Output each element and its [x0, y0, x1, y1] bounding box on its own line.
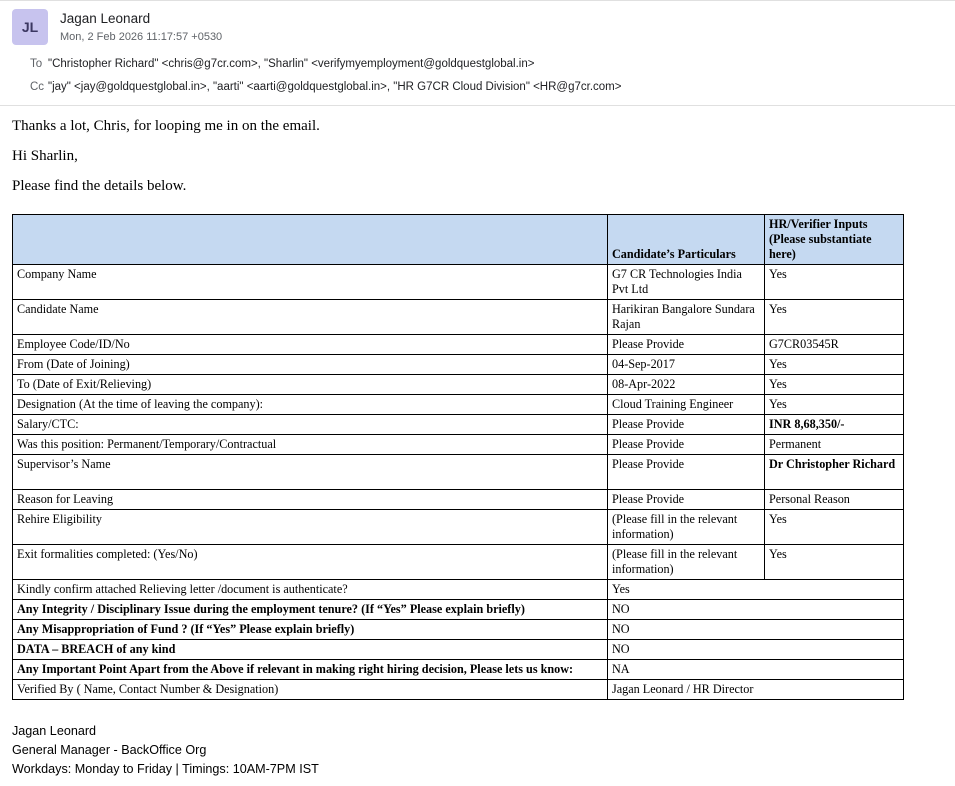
- cc-row: [12, 76, 943, 99]
- row-hr-input: Personal Reason: [765, 490, 904, 510]
- row-label: Verified By ( Name, Contact Number & Designation): [13, 680, 608, 700]
- signature-title: General Manager - BackOffice Org: [12, 743, 207, 757]
- row-label: Supervisor’s Name: [13, 455, 608, 490]
- row-label: DATA – BREACH of any kind: [13, 640, 608, 660]
- table-row: [13, 265, 904, 300]
- row-hr-input: Yes: [765, 375, 904, 395]
- message-header: [0, 1, 955, 99]
- row-particulars: Harikiran Bangalore Sundara Rajan: [608, 300, 765, 335]
- table-row: [13, 660, 904, 680]
- table-row: [13, 355, 904, 375]
- table-row: [13, 490, 904, 510]
- table-row: [13, 620, 904, 640]
- message-date: Mon, 2 Feb 2026 11:17:57 +0530: [60, 31, 223, 43]
- row-particulars: Please Provide: [608, 435, 765, 455]
- signature-name: Jagan Leonard: [12, 724, 97, 738]
- cc-label: Cc: [30, 81, 45, 93]
- row-label: To (Date of Exit/Relieving): [13, 375, 608, 395]
- row-particulars: (Please fill in the relevant information): [608, 510, 765, 545]
- table-header-blank: [13, 215, 608, 265]
- to-label: To: [30, 58, 43, 70]
- row-hr-input: INR 8,68,350/-: [765, 415, 904, 435]
- signature-block: [0, 700, 955, 779]
- row-particulars: Jagan Leonard / HR Director: [608, 680, 904, 700]
- row-label: From (Date of Joining): [13, 355, 608, 375]
- hr-inputs-line2: (Please substantiate here): [769, 232, 872, 261]
- row-particulars: NO: [608, 620, 904, 640]
- row-label: Salary/CTC:: [13, 415, 608, 435]
- table-row: [13, 640, 904, 660]
- row-particulars: Please Provide: [608, 415, 765, 435]
- row-label: Any Important Point Apart from the Above if relevant in making right hiring decision, Please lets us know:: [13, 660, 608, 680]
- table-row: [13, 600, 904, 620]
- signature-hours: Workdays: Monday to Friday | Timings: 10AM-7PM IST: [12, 762, 319, 776]
- row-hr-input: Yes: [765, 300, 904, 335]
- row-label: Any Integrity / Disciplinary Issue during the employment tenure? (If “Yes” Please explain briefly): [13, 600, 608, 620]
- row-hr-input: Yes: [765, 265, 904, 300]
- row-hr-input: G7CR03545R: [765, 335, 904, 355]
- row-particulars: NO: [608, 640, 904, 660]
- row-label: Any Misappropriation of Fund ? (If “Yes” Please explain briefly): [13, 620, 608, 640]
- row-hr-input: Yes: [765, 510, 904, 545]
- row-particulars: (Please fill in the relevant information): [608, 545, 765, 580]
- cc-value[interactable]: "jay" <jay@goldquestglobal.in>, "aarti" <aarti@goldquestglobal.in>, "HR G7CR Cloud Division" <HR@g7cr.com>: [48, 81, 622, 93]
- row-particulars: 04-Sep-2017: [608, 355, 765, 375]
- row-hr-input: Yes: [765, 355, 904, 375]
- row-label: Exit formalities completed: (Yes/No): [13, 545, 608, 580]
- body-paragraph-3: Please find the details below.: [12, 178, 187, 194]
- sender-name: Jagan Leonard: [60, 11, 151, 26]
- row-particulars: NO: [608, 600, 904, 620]
- row-particulars: Please Provide: [608, 490, 765, 510]
- row-label: Candidate Name: [13, 300, 608, 335]
- row-hr-input: Dr Christopher Richard: [765, 455, 904, 490]
- body-paragraph-1: Thanks a lot, Chris, for looping me in on the email.: [12, 118, 320, 134]
- row-particulars: Please Provide: [608, 455, 765, 490]
- hr-inputs-line1: HR/Verifier Inputs: [769, 217, 868, 231]
- sender-row: [12, 9, 943, 45]
- recipients: [12, 53, 943, 99]
- table-row: [13, 510, 904, 545]
- message-body: [0, 106, 955, 196]
- table-row: [13, 395, 904, 415]
- row-hr-input: Yes: [765, 395, 904, 415]
- table-header-particulars: Candidate’s Particulars: [608, 215, 765, 265]
- row-label: Employee Code/ID/No: [13, 335, 608, 355]
- avatar: JL: [12, 9, 48, 45]
- verification-table: [12, 214, 904, 700]
- to-value[interactable]: "Christopher Richard" <chris@g7cr.com>, "Sharlin" <verifymyemployment@goldquestglobal.in>: [48, 58, 535, 70]
- row-particulars: Yes: [608, 580, 904, 600]
- row-label: Kindly confirm attached Relieving letter /document is authenticate?: [13, 580, 608, 600]
- row-label: Designation (At the time of leaving the company):: [13, 395, 608, 415]
- table-row: [13, 545, 904, 580]
- to-row: [12, 53, 943, 76]
- table-row: [13, 300, 904, 335]
- row-label: Company Name: [13, 265, 608, 300]
- table-row: [13, 335, 904, 355]
- row-particulars: G7 CR Technologies India Pvt Ltd: [608, 265, 765, 300]
- row-particulars: Please Provide: [608, 335, 765, 355]
- table-row: [13, 580, 904, 600]
- table-row: [13, 435, 904, 455]
- table-row: [13, 680, 904, 700]
- row-particulars: NA: [608, 660, 904, 680]
- table-header-row: [13, 215, 904, 265]
- row-label: Rehire Eligibility: [13, 510, 608, 545]
- body-paragraph-2: Hi Sharlin,: [12, 148, 78, 164]
- row-hr-input: Yes: [765, 545, 904, 580]
- row-particulars: Cloud Training Engineer: [608, 395, 765, 415]
- table-row: [13, 375, 904, 395]
- table-row: [13, 455, 904, 490]
- row-label: Was this position: Permanent/Temporary/Contractual: [13, 435, 608, 455]
- row-label: Reason for Leaving: [13, 490, 608, 510]
- table-row: [13, 415, 904, 435]
- row-particulars: 08-Apr-2022: [608, 375, 765, 395]
- sender-block: [60, 9, 222, 45]
- row-hr-input: Permanent: [765, 435, 904, 455]
- table-header-hr-inputs: [765, 215, 904, 265]
- verification-table-wrap: [0, 196, 955, 700]
